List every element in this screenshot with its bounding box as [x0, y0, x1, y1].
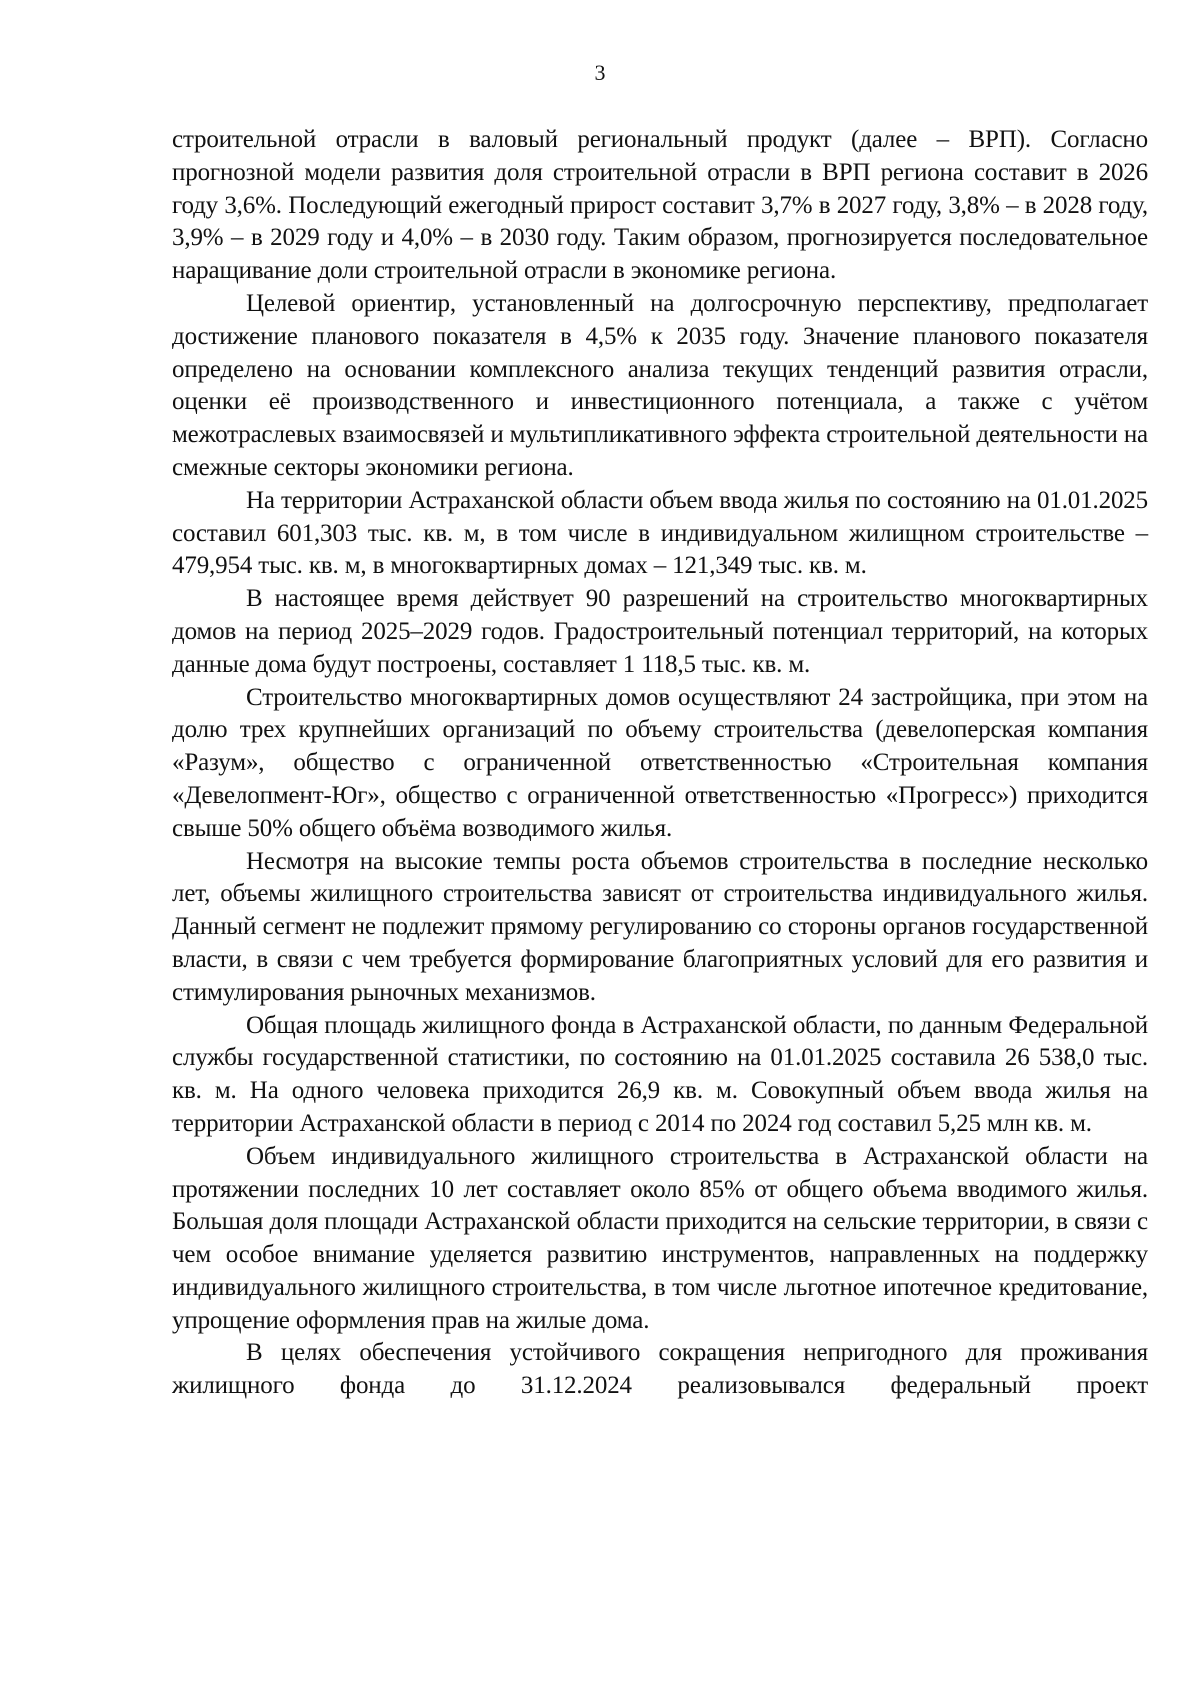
paragraph: Общая площадь жилищного фонда в Астраханской области, по данным Федеральной службы государственной статистики, по состоянию на 01.01.2025 составила 26 538,0 тыс. кв. м. На одного человека приходится 26,9 кв. м. Совокупный объем ввода жилья на территории Астраханской области в период с 2014 по 2024 год составил 5,25 млн кв. м. — [172, 1011, 1148, 1137]
paragraph: Целевой ориентир, установленный на долгосрочную перспективу, предполагает достижение планового показателя в 4,5% к 2035 году. Значение планового показателя определено на основании комплексного анализа текущих тенденций развития отрасли, оценки её производственного и инвестиционного потенциала, а также с учётом межотраслевых взаимосвязей и мультипликативного эффекта строительной деятельности на смежные секторы экономики региона. — [172, 289, 1148, 481]
paragraph: Объем индивидуального жилищного строительства в Астраханской области на протяжении последних 10 лет составляет около 85% от общего объема вводимого жилья. Большая доля площади Астраханской области приходится на сельские территории, в связи с чем особое внимание уделяется развитию инструментов, направленных на поддержку индивидуального жилищного строительства, в том числе льготное ипотечное кредитование, упрощение оформления прав на жилые дома. — [172, 1142, 1148, 1334]
paragraph: В настоящее время действует 90 разрешений на строительство многоквартирных домов на период 2025–2029 годов. Градостроительный потенциал территорий, на которых данные дома будут построены, составляет 1 118,5 тыс. кв. м. — [172, 585, 1148, 678]
paragraph: Несмотря на высокие темпы роста объемов строительства в последние несколько лет, объемы жилищного строительства зависят от строительства индивидуального жилья. Данный сегмент не подлежит прямому регулированию со стороны органов государственной власти, в связи с чем требуется формирование благоприятных условий для его развития и стимулирования рыночных механизмов. — [172, 847, 1148, 1006]
paragraph: строительной отрасли в валовый региональный продукт (далее – ВРП). Согласно прогнозной модели развития доля строительной отрасли в ВРП региона составит в 2026 году 3,6%. Последующий ежегодный прирост составит 3,7% в 2027 году, 3,8% – в 2028 году, 3,9% – в 2029 году и 4,0% – в 2030 году. Таким образом, прогнозируется последовательное наращивание доли строительной отрасли в экономике региона. — [172, 126, 1148, 285]
document-body — [172, 124, 1148, 1403]
paragraph: Строительство многоквартирных домов осуществляют 24 застройщика, при этом на долю трех крупнейших организаций по объему строительства (девелоперская компания «Разум», общество с ограниченной ответственностью «Строительная компания «Девелопмент-Юг», общество с ограниченной ответственностью «Прогресс») приходится свыше 50% общего объёма возводимого жилья. — [172, 683, 1148, 842]
paragraph: На территории Астраханской области объем ввода жилья по состоянию на 01.01.2025 составил 601,303 тыс. кв. м, в том числе в индивидуальном жилищном строительстве – 479,954 тыс. кв. м, в многоквартирных домах – 121,349 тыс. кв. м. — [172, 486, 1148, 580]
paragraph: В целях обеспечения устойчивого сокращения непригодного для проживания жилищного фонда до 31.12.2024 реализовывался федеральный проект — [172, 1339, 1148, 1400]
page-number: 3 — [594, 60, 606, 85]
